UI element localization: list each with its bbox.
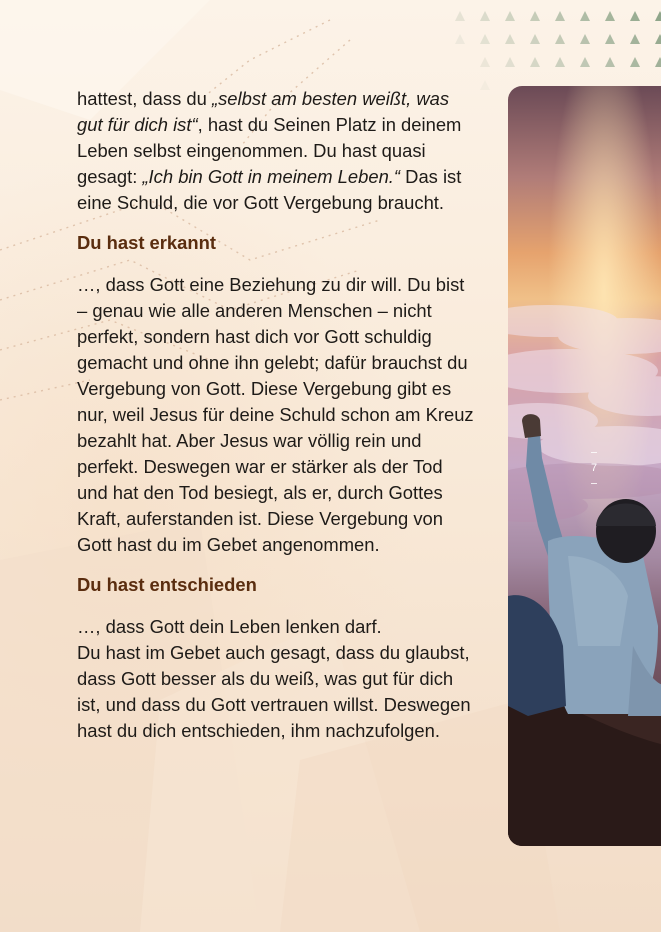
page-number-dash-bottom [591,483,597,484]
triangle-shape [655,57,661,67]
paragraph3-first-line: …, dass Gott dein Leben lenken darf. [77,616,382,637]
triangle-shape [655,34,661,44]
triangle-pattern [455,11,661,90]
triangle-shape [530,11,540,21]
triangle-shape [555,57,565,67]
triangle-shape [580,34,590,44]
paragraph1-quote-2: „Ich bin Gott in meinem Leben.“ [142,166,401,187]
triangle-shape [505,11,515,21]
paragraph1-text-2: , hast du Seinen Platz in deinem Leben selbst eingenommen. Du hast quasi gesagt: [77,114,462,187]
triangle-shape [480,80,490,90]
triangle-shape [630,34,640,44]
triangle-shape [605,57,615,67]
body-text-column [77,86,477,744]
paragraph1-text-1: hattest, dass du [77,88,212,109]
triangle-shape [605,34,615,44]
triangle-shape [655,11,661,21]
triangle-shape [455,34,465,44]
triangle-shape [530,34,540,44]
triangle-shape [480,57,490,67]
page-number [586,452,602,484]
triangle-shape [505,57,515,67]
heading-du-hast-entschieden: Du hast entschieden [77,574,257,595]
page-number-value: 7 [590,462,598,474]
triangle-shape [580,11,590,21]
paragraph-forgiveness-need [77,86,477,216]
triangle-shape [630,11,640,21]
paragraph1-quote-1: „selbst am besten weißt, was gut für dich ist“ [77,88,450,135]
paragraph1-text-3: Das ist eine Schuld, die vor Gott Vergebung braucht. [77,166,462,213]
triangle-shape [480,34,490,44]
paragraph3-rest: Du hast im Gebet auch gesagt, dass du glaubst, dass Gott besser als du weiß, was gut für dich ist, und dass du Gott vertrauen willst. Deswegen hast du dich entschieden, ihm nachzufolgen. [77,642,471,741]
triangle-shape [480,11,490,21]
triangle-shape [630,57,640,67]
triangle-shape [530,57,540,67]
triangle-shape [555,34,565,44]
triangle-shape [605,11,615,21]
triangle-shape [580,57,590,67]
paragraph-recognized: …, dass Gott eine Beziehung zu dir will. Du bist – genau wie alle anderen Menschen – nicht perfekt, sondern hast dich vor Gott schuldig gemacht und ohne ihn gelebt; dafür brauchst du Vergebung von Gott. Diese Vergebung gibt es nur, weil Jesus für deine Schuld schon am Kreuz bezahlt hat. Aber Jesus war völlig rein und perfekt. Deswegen war er stärker als der Tod und hat den Tod besiegt, als er, durch Gottes Kraft, auferstanden ist. Diese Vergebung von Gott hast du im Gebet angenommen. [77,274,474,555]
page-number-dash-top [591,452,597,453]
heading-du-hast-erkannt: Du hast erkannt [77,232,216,253]
paragraph-decided [77,614,477,744]
triangle-shape [555,11,565,21]
triangle-shape [455,11,465,21]
triangle-shape [505,34,515,44]
summit-photo [508,86,661,846]
